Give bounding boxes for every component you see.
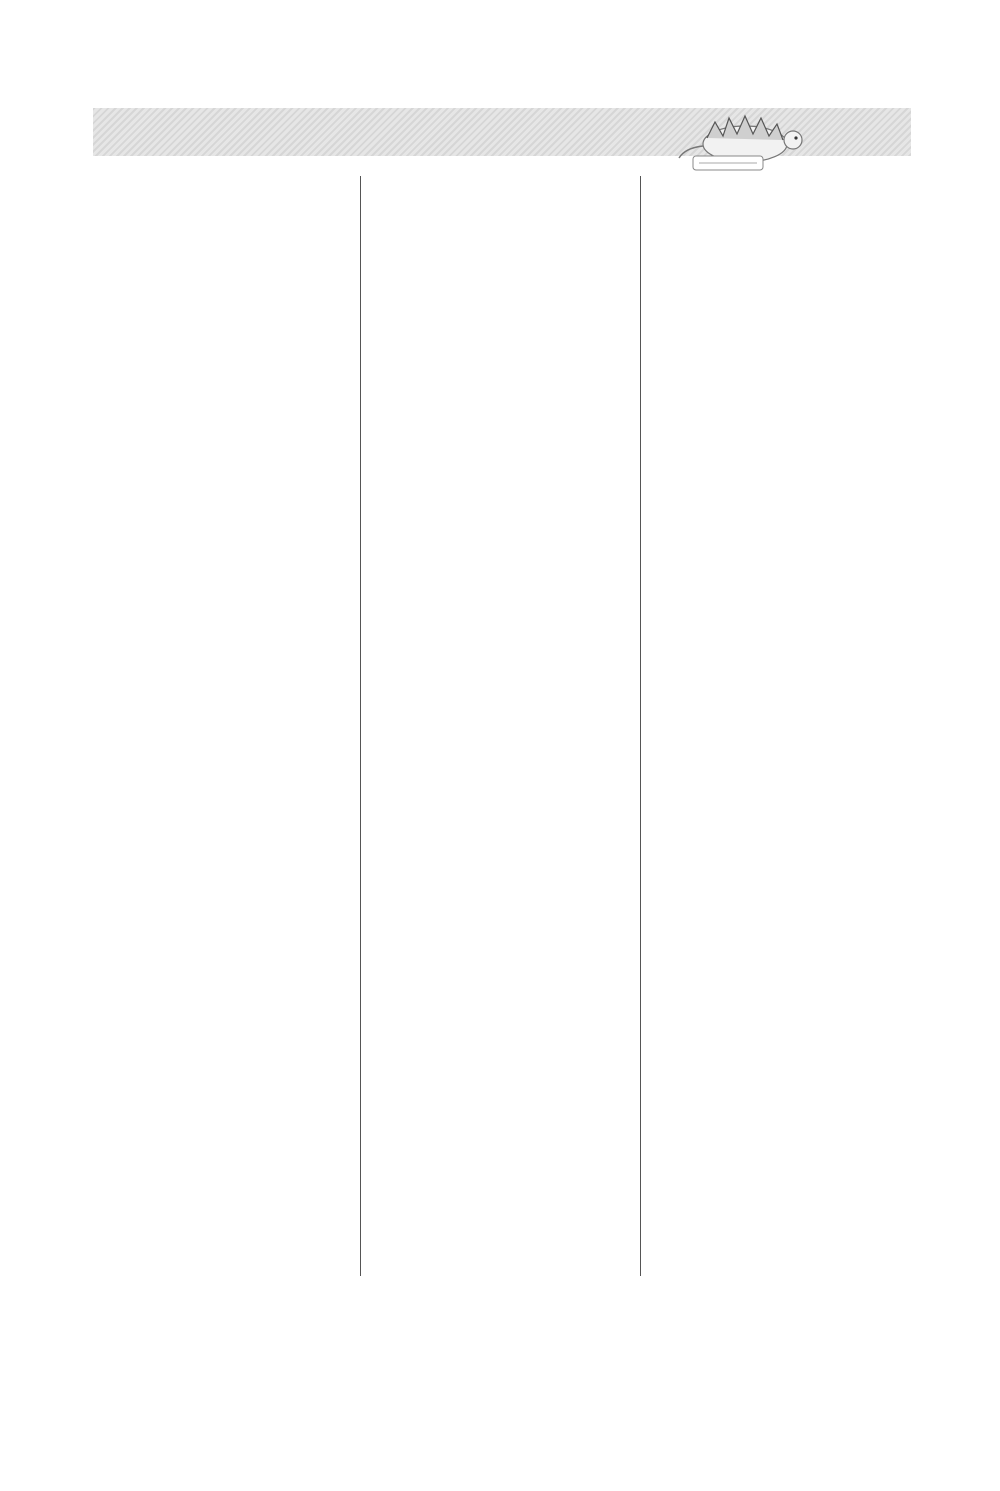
- column-divider-left: [360, 176, 361, 1276]
- column-divider-right: [640, 176, 641, 1276]
- dinosaur-mascot-icon: [665, 104, 825, 184]
